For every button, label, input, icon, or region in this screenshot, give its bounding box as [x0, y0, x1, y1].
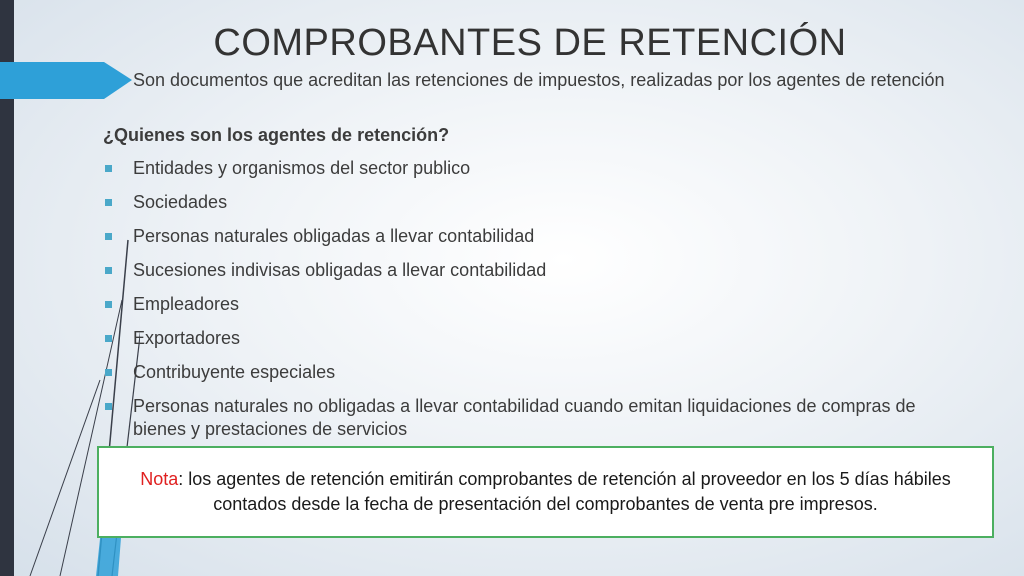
note-label: Nota: [140, 469, 179, 489]
decor-line-4: [30, 380, 100, 576]
bullet-square-icon: [105, 199, 112, 206]
bullet-square-icon: [105, 301, 112, 308]
bullet-square-icon: [105, 267, 112, 274]
list-item: [103, 293, 963, 315]
list-item: [103, 157, 963, 179]
note-box: [97, 446, 994, 538]
slide-title: COMPROBANTES DE RETENCIÓN: [213, 22, 847, 64]
bullet-square-icon: [105, 403, 112, 410]
list-item-text: Empleadores: [133, 294, 240, 314]
list-item: [103, 225, 963, 247]
list-item-text: Sociedades: [133, 192, 228, 212]
list-item: [103, 395, 963, 441]
agents-question: ¿Quienes son los agentes de retención?: [103, 125, 450, 145]
list-item-text: Contribuyente especiales: [133, 362, 336, 382]
bullet-square-icon: [105, 165, 112, 172]
list-item: [103, 259, 963, 281]
list-item: [103, 361, 963, 383]
list-item: [103, 327, 963, 349]
list-item: [103, 191, 963, 213]
list-item-text: Personas naturales no obligadas a llevar contabilidad cuando emitan liquidaciones de compras de bienes y prestaciones de servicios: [133, 396, 916, 439]
list-item-text: Sucesiones indivisas obligadas a llevar contabilidad: [133, 260, 547, 280]
note-text: [99, 467, 992, 517]
bullet-square-icon: [105, 233, 112, 240]
title-arrow-icon: [0, 62, 132, 99]
bullet-square-icon: [105, 369, 112, 376]
agents-list: [103, 157, 963, 453]
intro-text: Son documentos que acreditan las retenciones de impuestos, realizadas por los agentes de retención: [133, 70, 945, 90]
list-item-text: Entidades y organismos del sector publico: [133, 158, 471, 178]
note-body: : los agentes de retención emitirán comprobantes de retención al proveedor en los 5 días hábiles contados desde la fecha de presentación del comprobantes de venta pre impresos.: [178, 469, 951, 514]
list-item-text: Exportadores: [133, 328, 241, 348]
bullet-square-icon: [105, 335, 112, 342]
list-item-text: Personas naturales obligadas a llevar contabilidad: [133, 226, 535, 246]
